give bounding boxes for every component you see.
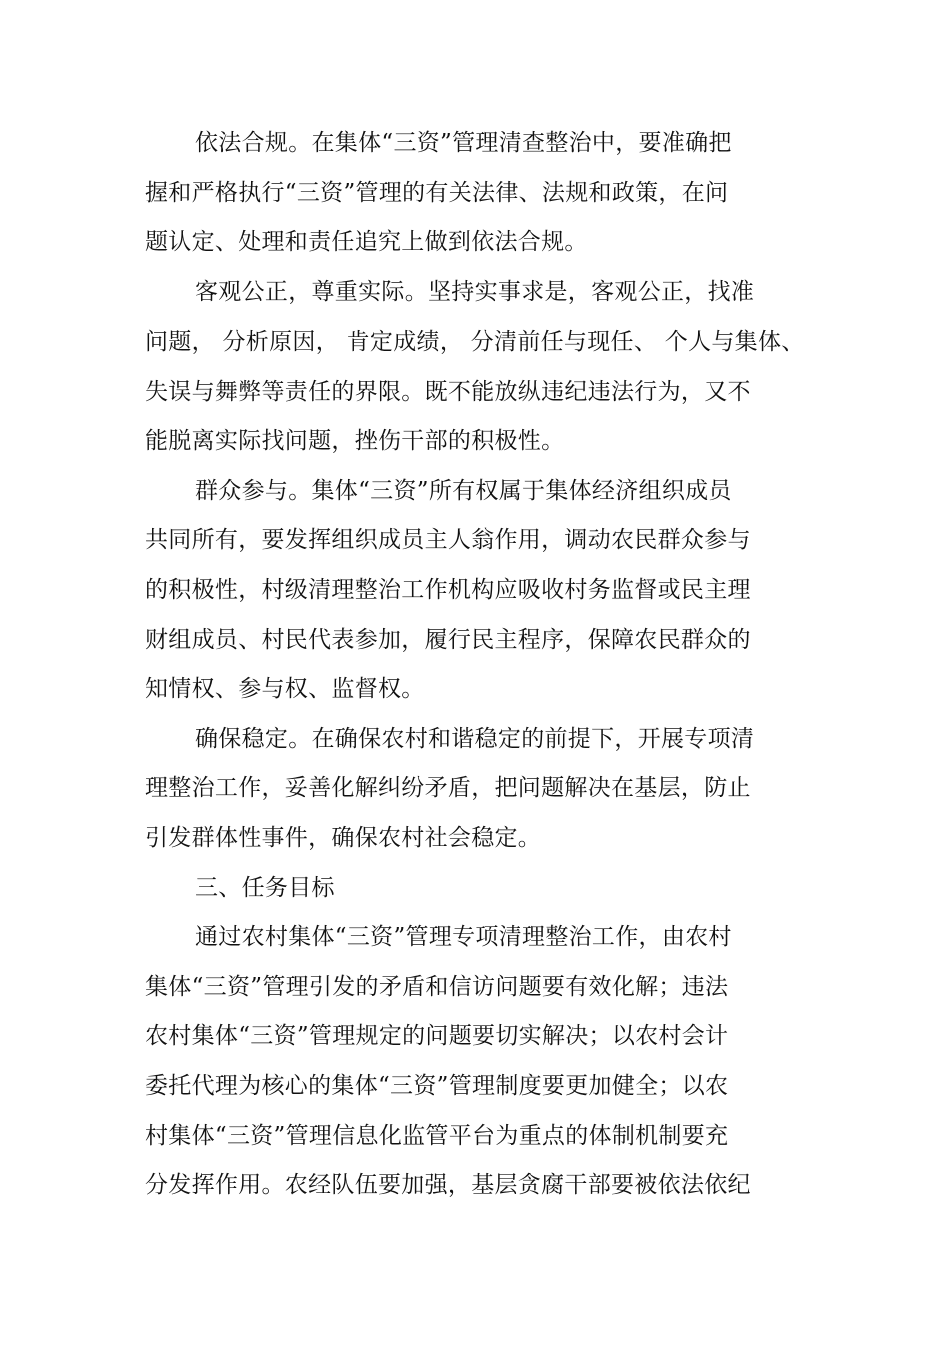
section-heading: 三、任务目标 [195, 875, 335, 901]
text-line: 理整治工作，妥善化解纠纷矛盾，把问题解决在基层，防止 [145, 775, 751, 801]
text-line: 的积极性，村级清理整治工作机构应吸收村务监督或民主理 [145, 577, 751, 603]
text-line: 依法合规。在集体“三资”管理清查整治中，要准确把 [195, 130, 732, 156]
text-line: 共同所有，要发挥组织成员主人翁作用，调动农民群众参与 [145, 527, 751, 553]
text-line: 分发挥作用。农经队伍要加强，基层贪腐干部要被依法依纪 [145, 1172, 751, 1198]
text-line: 农村集体“三资”管理规定的问题要切实解决；以农村会计 [145, 1023, 729, 1049]
text-line: 财组成员、村民代表参加，履行民主程序，保障农民群众的 [145, 627, 751, 653]
text-line: 问题， 分析原因， 肯定成绩， 分清前任与现任、 个人与集体、 [145, 329, 805, 355]
text-line: 失误与舞弊等责任的界限。既不能放纵违纪违法行为，又不 [145, 379, 751, 405]
text-line: 引发群体性事件，确保农村社会稳定。 [145, 825, 542, 851]
text-line: 通过农村集体“三资”管理专项清理整治工作，由农村 [195, 924, 732, 950]
text-line: 集体“三资”管理引发的矛盾和信访问题要有效化解；违法 [145, 974, 729, 1000]
text-line: 确保稳定。在确保农村和谐稳定的前提下，开展专项清 [195, 726, 755, 752]
text-line: 能脱离实际找问题，挫伤干部的积极性。 [145, 428, 565, 454]
text-line: 握和严格执行“三资”管理的有关法律、法规和政策，在问 [145, 180, 729, 206]
text-line: 知情权、参与权、监督权。 [145, 676, 425, 702]
text-line: 群众参与。集体“三资”所有权属于集体经济组织成员 [195, 478, 732, 504]
text-line: 题认定、处理和责任追究上做到依法合规。 [145, 229, 588, 255]
text-line: 客观公正，尊重实际。坚持实事求是，客观公正，找准 [195, 279, 755, 305]
text-line: 委托代理为核心的集体“三资”管理制度要更加健全；以农 [145, 1073, 729, 1099]
text-line: 村集体“三资”管理信息化监管平台为重点的体制机制要充 [145, 1123, 729, 1149]
